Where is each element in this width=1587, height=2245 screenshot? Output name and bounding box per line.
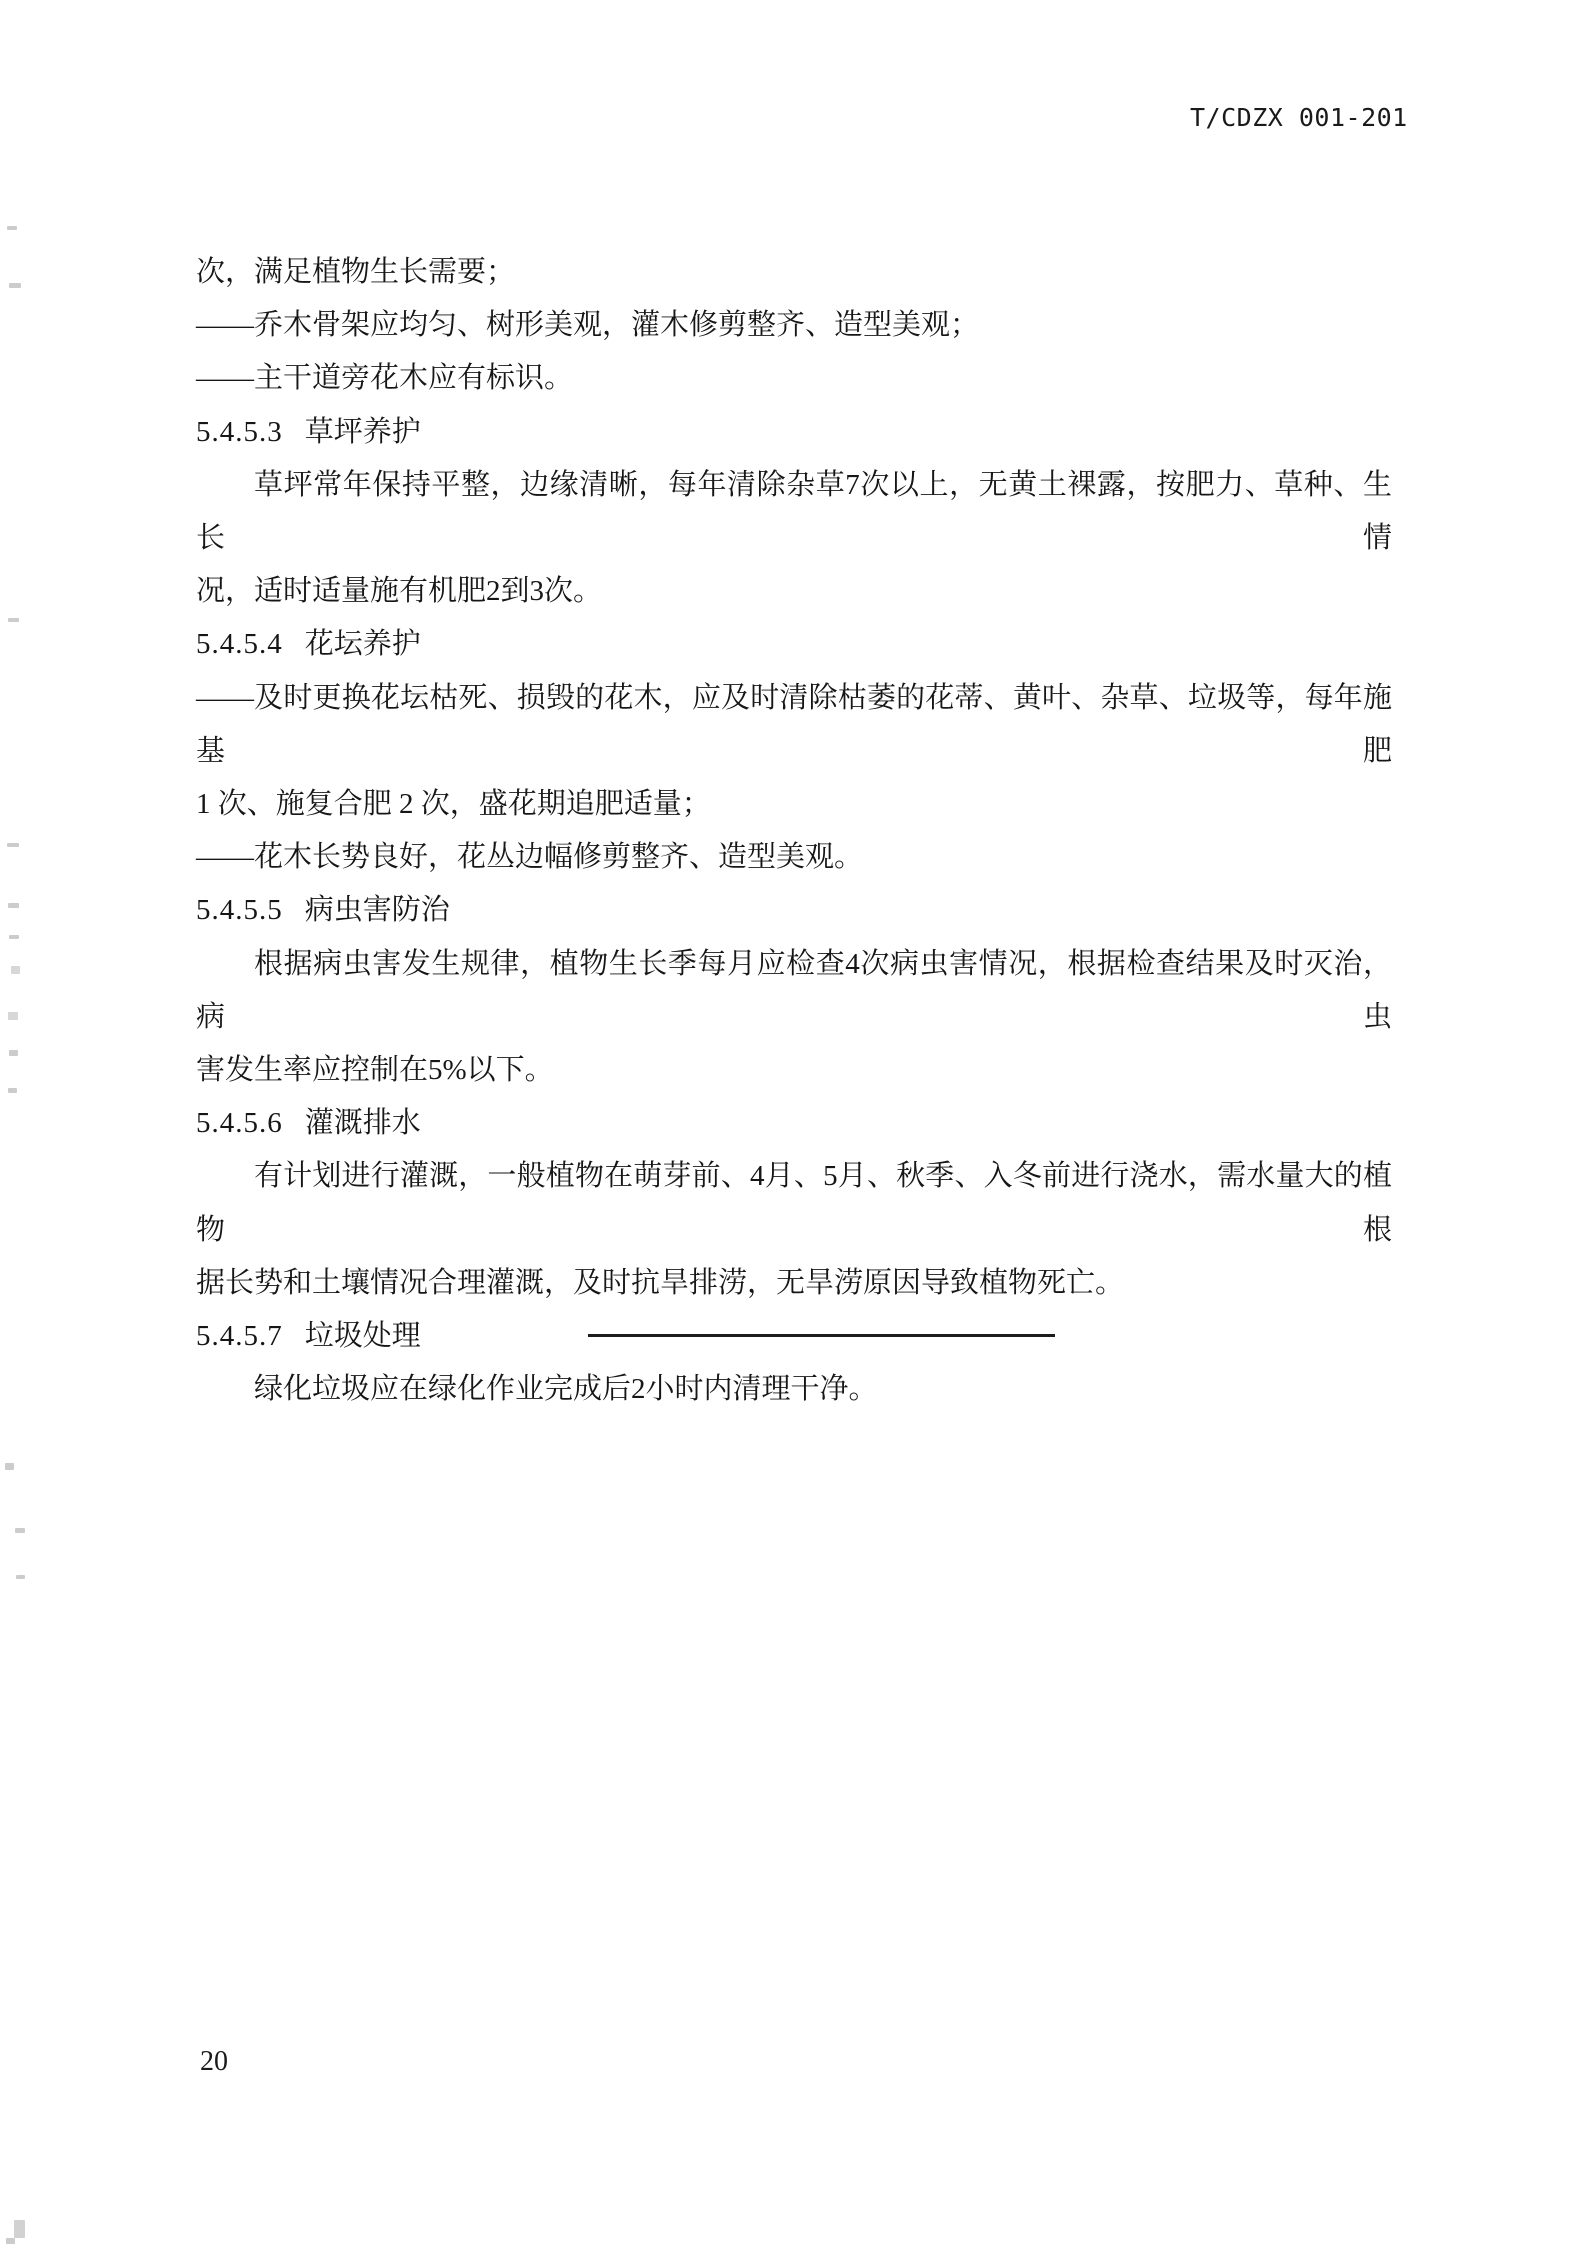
- section-number: 5.4.5.7: [196, 1320, 283, 1353]
- text-line: 1 次、施复合肥 2 次，盛花期追肥适量；: [196, 788, 711, 821]
- section-number: 5.4.5.3: [196, 415, 283, 448]
- scan-artifact: [9, 1050, 18, 1056]
- section-heading: [196, 406, 1392, 459]
- document-body: [196, 246, 1392, 1416]
- text-line: 有计划进行灌溉，一般植物在萌芽前、4月、5月、秋季、入冬前进行浇水，需水量大的植物根: [196, 1160, 1392, 1246]
- section-heading: [196, 884, 1392, 937]
- section-heading: [196, 618, 1392, 671]
- page-number: 20: [200, 2046, 228, 2077]
- section-number: 5.4.5.4: [196, 628, 283, 661]
- end-of-text-rule: [588, 1334, 1055, 1337]
- text-line: 害发生率应控制在5%以下。: [196, 1054, 554, 1087]
- scan-artifact: [7, 843, 19, 847]
- text-line: 况，适时适量施有机肥2到3次。: [196, 575, 603, 608]
- section-number: 5.4.5.6: [196, 1107, 283, 1140]
- text-line: 绿化垃圾应在绿化作业完成后2小时内清理干净。: [254, 1373, 878, 1406]
- document-lines: [196, 246, 1392, 1416]
- section-number: 5.4.5.5: [196, 894, 283, 927]
- text-line: ——乔木骨架应均匀、树形美观，灌木修剪整齐、造型美观；: [196, 309, 980, 342]
- scan-artifact: [8, 1088, 17, 1093]
- section-title: 灌溉排水: [304, 1107, 421, 1140]
- section-title: 病虫害防治: [304, 894, 450, 927]
- scan-artifact: [7, 226, 17, 230]
- standard-code-header: T/CDZX 001-201: [1190, 103, 1408, 132]
- text-line: ——及时更换花坛枯死、损毁的花木，应及时清除枯萎的花蒂、黄叶、杂草、垃圾等，每年施基肥: [196, 681, 1392, 767]
- text-line: 次，满足植物生长需要；: [196, 256, 516, 288]
- scan-artifact: [11, 966, 20, 974]
- text-line: 据长势和土壤情况合理灌溉，及时抗旱排涝，无旱涝原因导致植物死亡。: [196, 1266, 1125, 1299]
- scan-artifact: [15, 1528, 25, 1533]
- scan-artifact: [8, 1012, 18, 1020]
- scan-artifact: [5, 1463, 14, 1470]
- section-title: 草坪养护: [304, 415, 421, 448]
- scan-artifact: [8, 618, 19, 622]
- text-line: ——花木长势良好，花丛边幅修剪整齐、造型美观。: [196, 841, 864, 874]
- scan-artifact: [14, 2220, 25, 2238]
- scan-artifact: [8, 903, 19, 908]
- section-heading: [196, 1097, 1392, 1150]
- scan-artifact: [9, 283, 21, 288]
- section-title: 花坛养护: [304, 628, 421, 661]
- section-title: 垃圾处理: [304, 1320, 421, 1353]
- text-line: 草坪常年保持平整，边缘清晰，每年清除杂草7次以上，无黄土裸露，按肥力、草种、生长情: [196, 468, 1392, 555]
- scan-artifact: [6, 2238, 15, 2244]
- text-line: 根据病虫害发生规律，植物生长季每月应检查4次病虫害情况，根据检查结果及时灭治，病虫: [196, 947, 1392, 1033]
- scan-artifact: [16, 1575, 25, 1579]
- scan-artifact: [9, 935, 19, 939]
- text-line: ——主干道旁花木应有标识。: [196, 362, 574, 395]
